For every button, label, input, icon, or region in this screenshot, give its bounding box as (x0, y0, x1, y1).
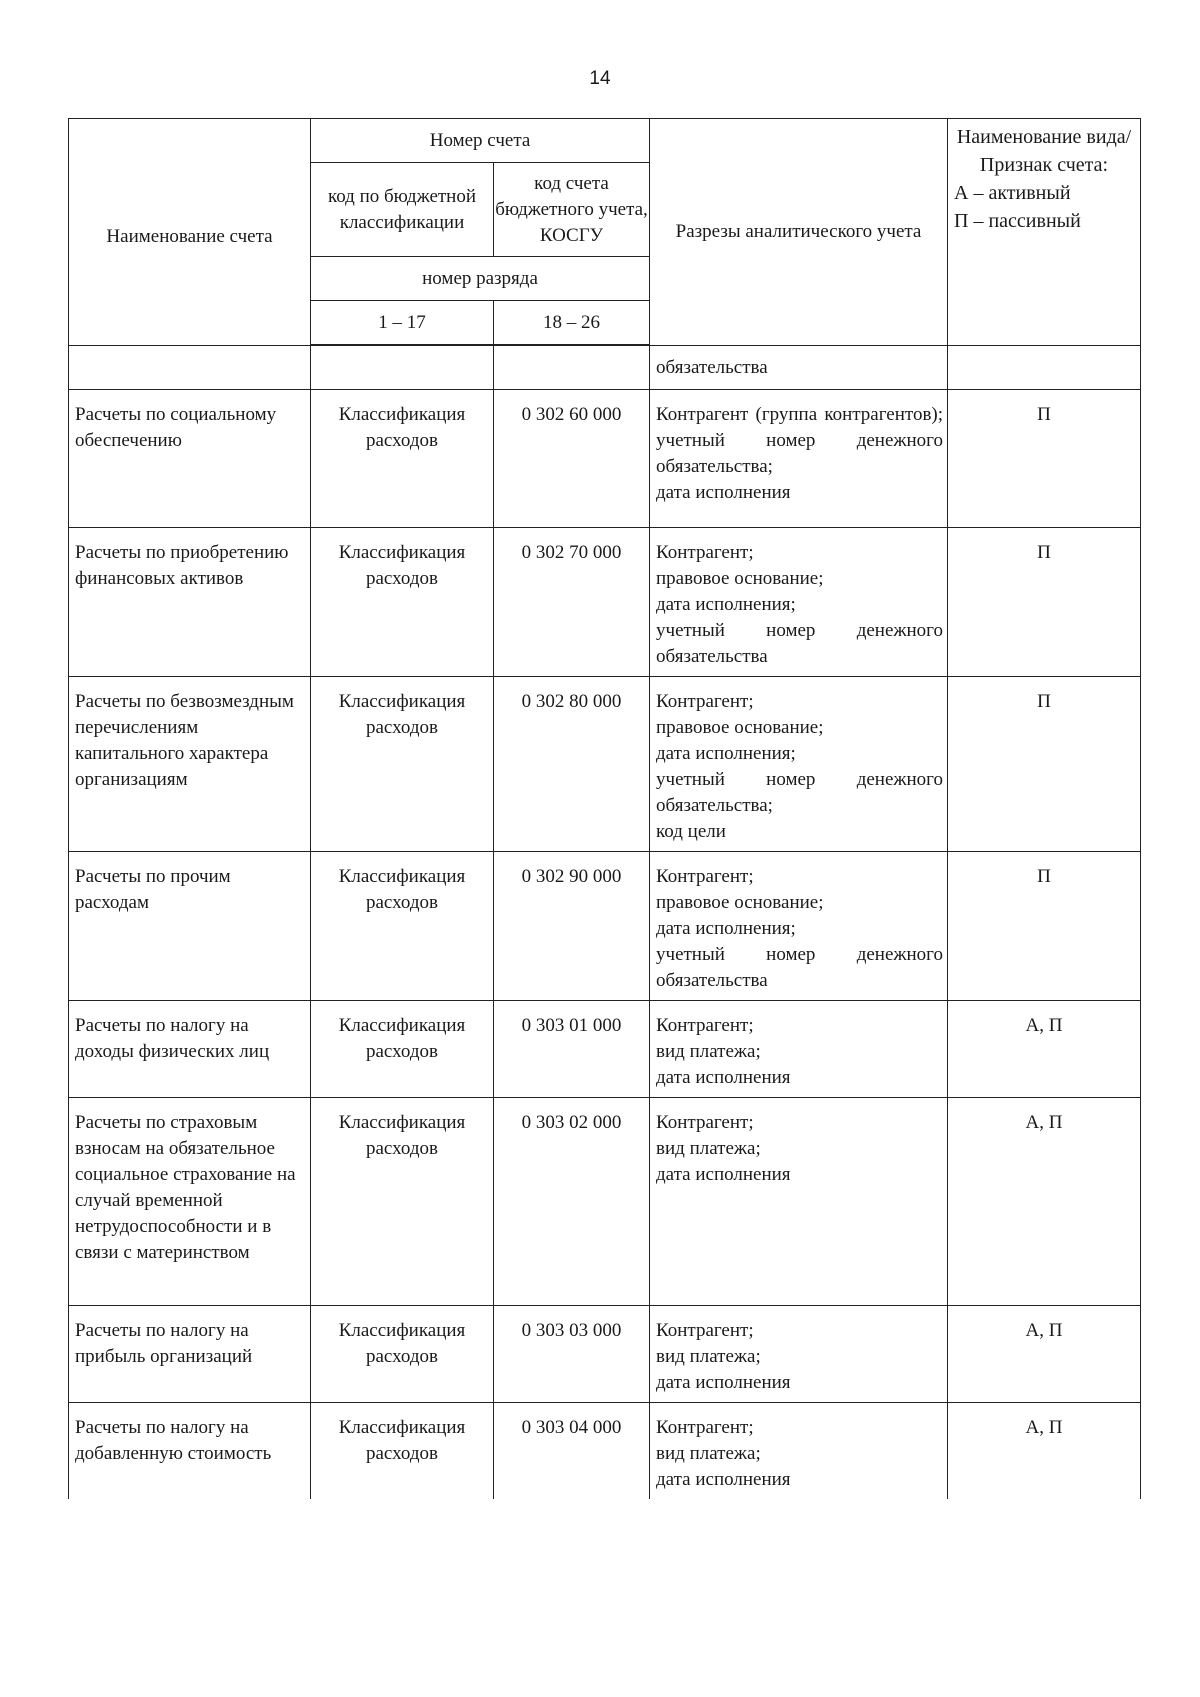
analytics-line: дата исполнения; (656, 743, 796, 764)
classification: Классификация расходов (311, 390, 494, 528)
analytics-line: вид платежа; (656, 1346, 761, 1367)
classification: Классификация расходов (311, 852, 494, 1001)
analytics-cell (650, 677, 948, 852)
classification: Классификация расходов (311, 528, 494, 677)
analytics-line: Контрагент; (656, 1015, 754, 1036)
analytics-line: код цели (656, 821, 726, 842)
table-row (69, 528, 1141, 677)
header-digit-number: номер разряда (311, 257, 650, 301)
account-code: 0 303 02 000 (494, 1098, 650, 1306)
header-account-sign (948, 119, 1141, 346)
account-sign: А, П (948, 1306, 1141, 1403)
analytics-line: дата исполнения; (656, 594, 796, 615)
analytics-cell (650, 852, 948, 1001)
analytics-line: дата исполнения (656, 1164, 791, 1185)
analytics-line: Контрагент (группа контрагентов); (656, 404, 944, 425)
account-code: 0 303 04 000 (494, 1403, 650, 1500)
account-code: 0 302 80 000 (494, 677, 650, 852)
classification: Классификация расходов (311, 1098, 494, 1306)
analytics-cell (650, 1403, 948, 1500)
table-row (69, 677, 1141, 852)
analytics-line: вид платежа; (656, 1041, 761, 1062)
analytics-line: Контрагент; (656, 1417, 754, 1438)
account-name: Расчеты по прочим расходам (69, 852, 311, 1001)
account-name: Расчеты по социальному обеспечению (69, 390, 311, 528)
account-code: 0 302 90 000 (494, 852, 650, 1001)
account-sign: П (948, 390, 1141, 528)
analytics-line: учетный номер денежного обязательства; (656, 769, 944, 816)
analytics-cell (650, 528, 948, 677)
account-name: Расчеты по налогу на прибыль организаций (69, 1306, 311, 1403)
table-row (69, 1001, 1141, 1098)
continuation-text: обязательства (650, 346, 948, 390)
account-name: Расчеты по приобретению финансовых активов (69, 528, 311, 677)
account-code: 0 303 03 000 (494, 1306, 650, 1403)
header-account-name: Наименование счета (69, 119, 311, 346)
analytics-line: вид платежа; (656, 1138, 761, 1159)
account-code: 0 302 70 000 (494, 528, 650, 677)
classification: Классификация расходов (311, 1001, 494, 1098)
table-row (69, 1306, 1141, 1403)
analytics-line: дата исполнения; (656, 918, 796, 939)
continuation-row (69, 346, 1141, 390)
table-row (69, 1098, 1141, 1306)
account-sign: П (948, 852, 1141, 1001)
analytics-line: Контрагент; (656, 691, 754, 712)
account-sign: А, П (948, 1098, 1141, 1306)
header-row (69, 119, 1141, 163)
header-sign-active: А – активный (954, 182, 1071, 204)
analytics-line: правовое основание; (656, 892, 824, 913)
account-sign: А, П (948, 1001, 1141, 1098)
analytics-line: учетный номер денежного обязательства (656, 620, 944, 667)
analytics-line: Контрагент; (656, 866, 754, 887)
classification: Классификация расходов (311, 1403, 494, 1500)
analytics-line: вид платежа; (656, 1443, 761, 1464)
analytics-line: Контрагент; (656, 1320, 754, 1341)
analytics-line: дата исполнения (656, 1469, 791, 1490)
account-name: Расчеты по страховым взносам на обязательное социальное страхование на случай временной нетрудоспособности и в связи с материнством (69, 1098, 311, 1306)
account-name: Расчеты по безвозмездным перечислениям капитального характера организациям (69, 677, 311, 852)
header-digits-1-17: 1 – 17 (311, 301, 494, 345)
header-sign-title: Наименование вида/Признак счета: (956, 126, 1132, 176)
analytics-cell (650, 390, 948, 528)
account-code: 0 303 01 000 (494, 1001, 650, 1098)
analytics-line: дата исполнения (656, 1372, 791, 1393)
analytics-line: учетный номер денежного обязательства (656, 944, 944, 991)
analytics-line: дата исполнения (656, 1067, 791, 1088)
account-sign: П (948, 677, 1141, 852)
header-sign-passive: П – пассивный (954, 210, 1081, 232)
header-account-number: Номер счета (311, 119, 650, 163)
analytics-cell (650, 1098, 948, 1306)
analytics-cell (650, 1306, 948, 1403)
header-budget-account-code: код счета бюджетного учета, КОСГУ (494, 163, 650, 257)
analytics-line: учетный номер денежного обязательства; (656, 430, 944, 477)
account-code: 0 302 60 000 (494, 390, 650, 528)
table-row (69, 1403, 1141, 1500)
account-name: Расчеты по налогу на добавленную стоимость (69, 1403, 311, 1500)
classification: Классификация расходов (311, 1306, 494, 1403)
table-row (69, 390, 1141, 528)
analytics-line: дата исполнения (656, 482, 791, 503)
analytics-line: правовое основание; (656, 568, 824, 589)
page-number: 14 (589, 68, 611, 89)
analytics-cell (650, 1001, 948, 1098)
table-row (69, 852, 1141, 1001)
account-sign: А, П (948, 1403, 1141, 1500)
analytics-line: Контрагент; (656, 542, 754, 563)
analytics-line: Контрагент; (656, 1112, 754, 1133)
account-name: Расчеты по налогу на доходы физических лиц (69, 1001, 311, 1098)
analytics-line: правовое основание; (656, 717, 824, 738)
account-sign: П (948, 528, 1141, 677)
header-budget-class-code: код по бюджетной классификации (311, 163, 494, 257)
classification: Классификация расходов (311, 677, 494, 852)
header-analytics: Разрезы аналитического учета (650, 119, 948, 346)
header-digits-18-26: 18 – 26 (494, 301, 650, 345)
chart-of-accounts-table (68, 118, 1141, 1499)
